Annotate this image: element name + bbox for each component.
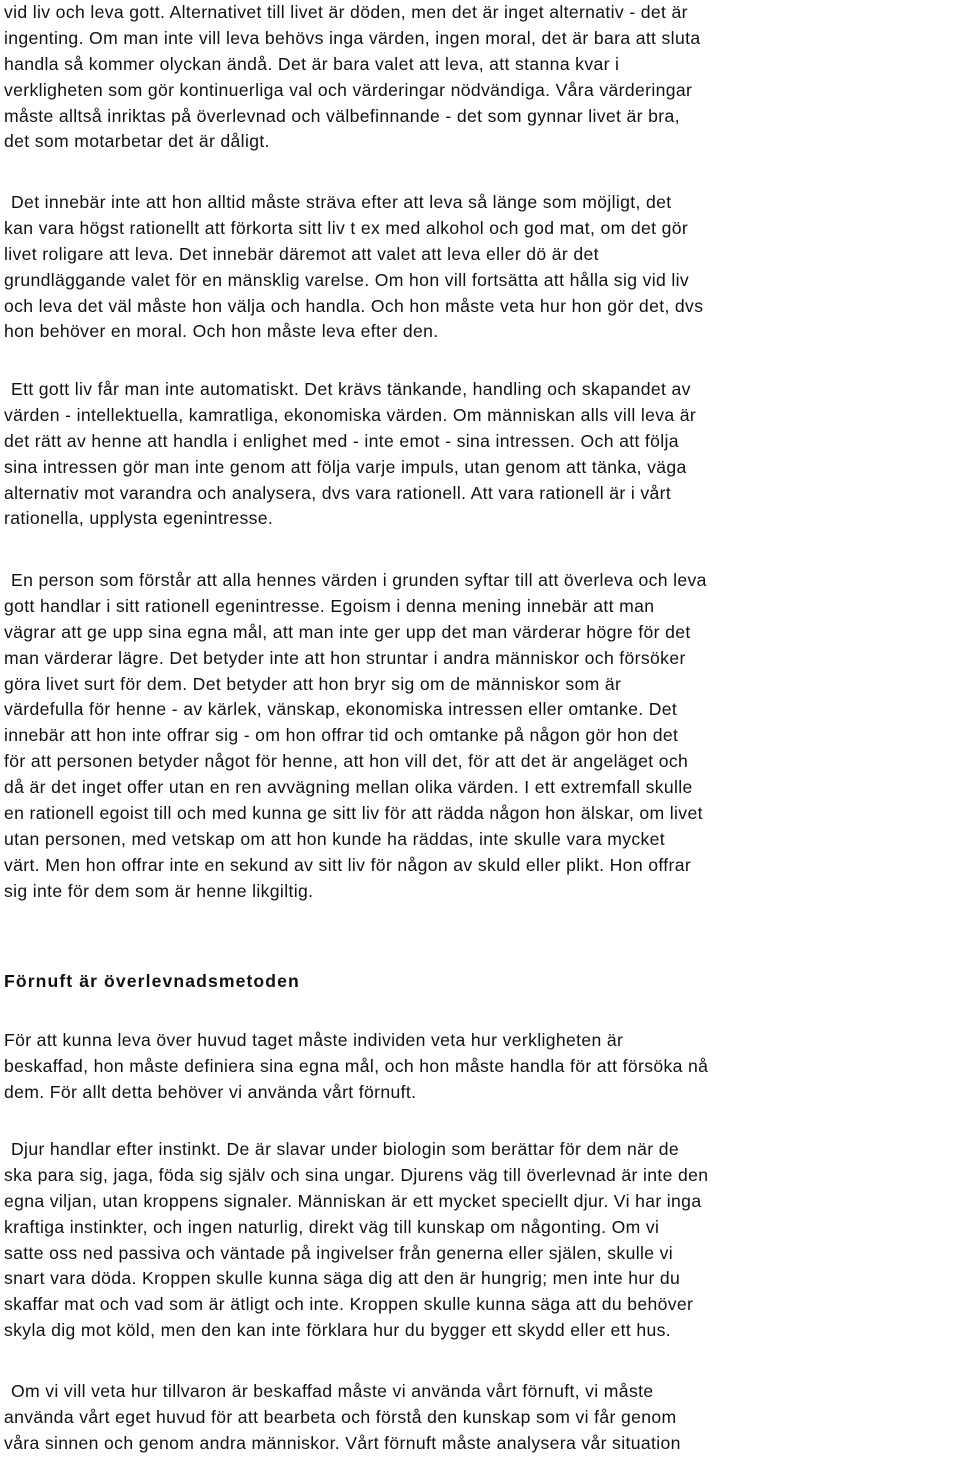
- text-line: Det innebär inte att hon alltid måste sträva efter att leva så länge som möjligt, det: [11, 192, 672, 212]
- text-line: en rationell egoist till och med kunna ge sitt liv för att rädda någon hon älskar, om livet: [4, 803, 703, 824]
- text-line: För att kunna leva över huvud taget måste individen veta hur verkligheten är: [4, 1030, 624, 1050]
- text-line: våra sinnen och genom andra människor. Vårt förnuft måste analysera vår situation: [4, 1432, 681, 1453]
- text-line: beskaffad, hon måste definiera sina egna mål, och hon måste handla för att försöka nå: [4, 1055, 709, 1076]
- paragraph-2: [4, 190, 703, 345]
- text-line: gott handlar i sitt rationell egenintresse. Egoism i denna mening innebär att man: [4, 595, 655, 616]
- paragraph-4: [4, 568, 707, 905]
- text-line: använda vårt eget huvud för att bearbeta och förstå den kunskap som vi får genom: [4, 1406, 677, 1427]
- text-line: skaffar mat och vad som är ätligt och inte. Kroppen skulle kunna säga att du behöver: [4, 1294, 694, 1315]
- text-line: värt. Men hon offrar inte en sekund av sitt liv för någon av skuld eller plikt. Hon offrar: [4, 854, 692, 875]
- text-line: ska para sig, jaga, föda sig själv och sina ungar. Djurens väg till överlevnad är inte den: [4, 1164, 709, 1185]
- text-line: värdefulla för henne - av kärlek, vänskap, ekonomiska intressen eller omtanke. Det: [4, 699, 678, 720]
- paragraph-7: [4, 1379, 681, 1457]
- section-heading: [4, 969, 300, 995]
- text-line: ingenting. Om man inte vill leva behövs inga värden, ingen moral, det är bara att sluta: [4, 27, 701, 48]
- text-line: för att personen betyder något för henne, att hon vill det, för att det är angeläget och: [4, 751, 689, 772]
- text-line: rationella, upplysta egenintresse.: [4, 508, 274, 529]
- text-line: Djur handlar efter instinkt. De är slavar under biologin som berättar för dem när de: [11, 1139, 679, 1159]
- text-line: alternativ mot varandra och analysera, dvs vara rationell. Att vara rationell är i vårt: [4, 482, 672, 503]
- text-line: sina intressen gör man inte genom att följa varje impuls, utan genom att tänka, väga: [4, 456, 687, 477]
- text-line: sig inte för dem som är henne likgiltig.: [4, 880, 314, 901]
- text-line: göra livet surt för dem. Det betyder att hon bryr sig om de människor som är: [4, 673, 622, 694]
- text-line: kraftiga instinkter, och ingen naturlig, direkt väg till kunskap om någonting. Om vi: [4, 1216, 660, 1237]
- text-line: handla så kommer olyckan ändå. Det är bara valet att leva, att stanna kvar i: [4, 53, 620, 74]
- text-line: egna viljan, utan kroppens signaler. Människan är ett mycket speciellt djur. Vi har inga: [4, 1190, 702, 1211]
- text-line: skyla dig mot köld, men den kan inte förklara hur du bygger ett skydd eller ett hus.: [4, 1320, 672, 1341]
- text-line: dem. För allt detta behöver vi använda vårt förnuft.: [4, 1081, 417, 1102]
- text-line: vägrar att ge upp sina egna mål, att man inte ger upp det man värderar högre för det: [4, 621, 691, 642]
- text-line: utan personen, med vetskap om att hon kunde ha räddas, inte skulle vara mycket: [4, 828, 666, 849]
- text-line: man värderar lägre. Det betyder inte att hon struntar i andra människor och försöker: [4, 647, 686, 668]
- section-heading-text: Förnuft är överlevnadsmetoden: [4, 971, 300, 991]
- text-line: innebär att hon inte offrar sig - om hon offrar tid och omtanke på någon gör hon det: [4, 725, 679, 746]
- text-line: verkligheten som gör kontinuerliga val och värderingar nödvändiga. Våra värderingar: [4, 79, 693, 100]
- paragraph-6: [4, 1137, 708, 1344]
- text-line: kan vara högst rationellt att förkorta sitt liv t ex med alkohol och god mat, om det gör: [4, 217, 689, 238]
- text-line: det rätt av henne att handla i enlighet med - inte emot - sina intressen. Och att följa: [4, 430, 679, 451]
- paragraph-3: [4, 377, 696, 532]
- text-line: måste alltså inriktas på överlevnad och välbefinnande - det som gynnar livet är bra,: [4, 105, 680, 126]
- text-line: grundläggande valet för en mänsklig varelse. Om hon vill fortsätta att hålla sig vid liv: [4, 269, 690, 290]
- text-line: hon behöver en moral. Och hon måste leva efter den.: [4, 321, 439, 342]
- text-line: livet roligare att leva. Det innebär däremot att valet att leva eller dö är det: [4, 243, 599, 264]
- text-line: då är det inget offer utan en ren avvägning mellan olika värden. I ett extremfall skulle: [4, 777, 693, 798]
- text-line: värden - intellektuella, kamratliga, ekonomiska värden. Om människan alls vill leva är: [4, 404, 697, 425]
- text-line: vid liv och leva gott. Alternativet till livet är döden, men det är inget alternativ - det är: [4, 2, 688, 22]
- text-line: En person som förstår att alla hennes värden i grunden syftar till att överleva och leva: [11, 570, 707, 590]
- paragraph-1: [4, 0, 700, 155]
- text-line: det som motarbetar det är dåligt.: [4, 131, 270, 152]
- text-line: och leva det väl måste hon välja och handla. Och hon måste veta hur hon gör det, dvs: [4, 295, 704, 316]
- text-line: Om vi vill veta hur tillvaron är beskaffad måste vi använda vårt förnuft, vi måste: [11, 1381, 654, 1401]
- text-line: satte oss ned passiva och väntade på ingivelser från generna eller själen, skulle vi: [4, 1242, 674, 1263]
- text-line: snart vara döda. Kroppen skulle kunna säga dig att den är hungrig; men inte hur du: [4, 1268, 681, 1289]
- text-line: Ett gott liv får man inte automatiskt. Det krävs tänkande, handling och skapandet av: [11, 379, 691, 399]
- paragraph-5: [4, 1028, 708, 1106]
